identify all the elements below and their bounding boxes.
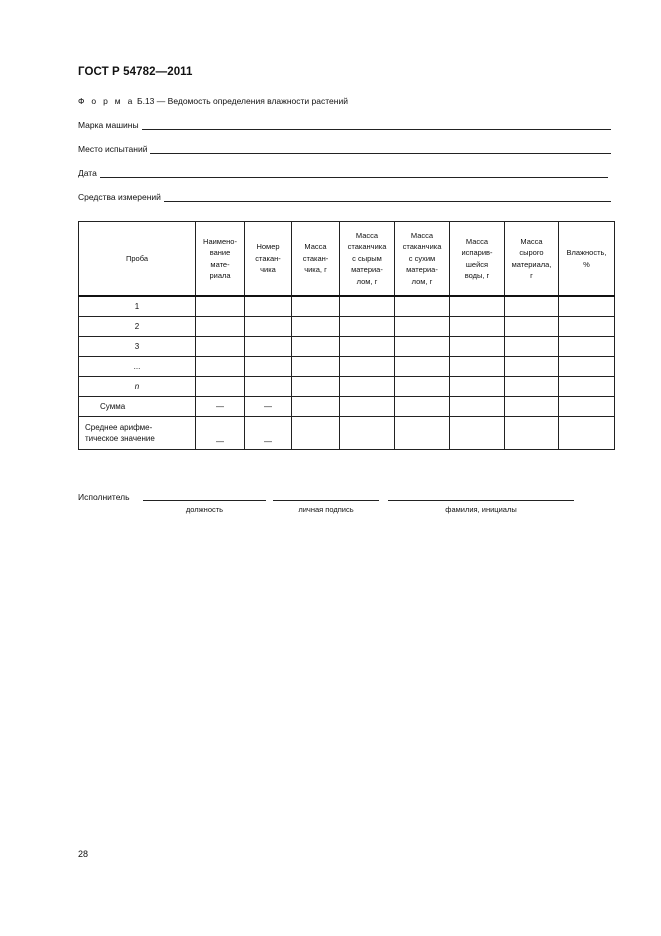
table-row (79, 357, 615, 377)
data-cell[interactable] (292, 337, 340, 357)
data-cell[interactable] (292, 417, 340, 450)
form-number: Б.13 (137, 96, 155, 106)
table-row (79, 296, 615, 317)
name-initials-line[interactable] (388, 500, 574, 501)
field-machine-brand (78, 120, 611, 130)
data-cell[interactable] (505, 417, 559, 450)
field-machine-brand-label: Марка машины (78, 120, 139, 130)
dash-cell: — (196, 397, 245, 417)
data-cell[interactable] (395, 417, 450, 450)
data-cell[interactable] (559, 317, 615, 337)
document-standard-header: ГОСТ Р 54782—2011 (78, 66, 193, 78)
col-header-mass-dry: Масса стаканчика с сухим материа- лом, г (395, 222, 450, 297)
data-cell[interactable] (450, 357, 505, 377)
col-header-material-name: Наимено- вание мате- риала (196, 222, 245, 297)
table-row-mean (79, 417, 615, 450)
field-measuring-instruments (78, 192, 611, 202)
table-header-row (79, 222, 615, 297)
data-cell[interactable] (450, 337, 505, 357)
data-cell[interactable] (559, 397, 615, 417)
sample-cell: 3 (79, 337, 196, 357)
col-header-raw-material-mass: Масса сырого материала, г (505, 222, 559, 297)
col-header-moisture: Влажность, % (559, 222, 615, 297)
data-cell[interactable] (245, 337, 292, 357)
data-cell[interactable] (245, 296, 292, 317)
col-header-cup-mass: Масса стакан- чика, г (292, 222, 340, 297)
executor-label: Исполнитель (78, 492, 130, 502)
page-number: 28 (78, 849, 89, 859)
data-cell[interactable] (450, 377, 505, 397)
data-cell[interactable] (196, 317, 245, 337)
data-cell[interactable] (450, 417, 505, 450)
data-cell[interactable] (559, 296, 615, 317)
data-cell[interactable] (395, 296, 450, 317)
table-row (79, 337, 615, 357)
data-cell[interactable] (559, 337, 615, 357)
field-date-label: Дата (78, 168, 97, 178)
data-cell[interactable] (450, 317, 505, 337)
data-cell[interactable] (395, 317, 450, 337)
field-test-location-label: Место испытаний (78, 144, 148, 154)
position-caption: должность (185, 505, 224, 514)
data-cell[interactable] (292, 397, 340, 417)
field-test-location (78, 144, 611, 154)
table-row (79, 317, 615, 337)
data-cell[interactable] (340, 417, 395, 450)
moisture-table (78, 221, 615, 450)
data-cell[interactable] (196, 357, 245, 377)
col-header-cup-number: Номер стакан- чика (245, 222, 292, 297)
field-date (78, 168, 608, 178)
data-cell[interactable] (395, 397, 450, 417)
data-cell[interactable] (559, 417, 615, 450)
data-cell[interactable] (292, 357, 340, 377)
data-cell[interactable] (559, 357, 615, 377)
field-measuring-instruments-line[interactable] (164, 192, 611, 202)
data-cell[interactable] (395, 357, 450, 377)
data-cell[interactable] (395, 337, 450, 357)
form-label: Ф о р м а (78, 96, 135, 106)
data-cell[interactable] (196, 377, 245, 397)
data-cell[interactable] (450, 397, 505, 417)
data-cell[interactable] (340, 397, 395, 417)
sample-cell: ... (79, 357, 196, 377)
field-date-line[interactable] (100, 168, 608, 178)
sample-cell: 2 (79, 317, 196, 337)
form-title-text: — Ведомость определения влажности растений (156, 96, 348, 106)
data-cell[interactable] (505, 377, 559, 397)
field-machine-brand-line[interactable] (142, 120, 611, 130)
data-cell[interactable] (340, 296, 395, 317)
data-cell[interactable] (245, 317, 292, 337)
table-row (79, 377, 615, 397)
data-cell[interactable] (505, 397, 559, 417)
data-cell[interactable] (340, 377, 395, 397)
col-header-evaporated-water: Масса испарив- шейся воды, г (450, 222, 505, 297)
data-cell[interactable] (340, 357, 395, 377)
dash-cell: — (196, 417, 245, 450)
data-cell[interactable] (245, 377, 292, 397)
signature-caption: личная подпись (298, 505, 354, 514)
data-cell[interactable] (505, 296, 559, 317)
data-cell[interactable] (505, 357, 559, 377)
data-cell[interactable] (196, 337, 245, 357)
data-cell[interactable] (340, 337, 395, 357)
field-test-location-line[interactable] (150, 144, 611, 154)
data-cell[interactable] (292, 296, 340, 317)
data-cell[interactable] (505, 337, 559, 357)
mean-label-cell: Среднее арифме- тическое значение (79, 417, 196, 450)
name-initials-caption: фамилия, инициалы (445, 505, 517, 514)
data-cell[interactable] (450, 296, 505, 317)
dash-cell: — (245, 397, 292, 417)
data-cell[interactable] (292, 317, 340, 337)
table-row-sum (79, 397, 615, 417)
col-header-sample: Проба (79, 222, 196, 297)
data-cell[interactable] (395, 377, 450, 397)
dash-cell: — (245, 417, 292, 450)
col-header-mass-wet: Масса стаканчика с сырым материа- лом, г (340, 222, 395, 297)
data-cell[interactable] (340, 317, 395, 337)
data-cell[interactable] (505, 317, 559, 337)
data-cell[interactable] (292, 377, 340, 397)
sample-cell: 1 (79, 296, 196, 317)
data-cell[interactable] (196, 296, 245, 317)
signature-line[interactable] (273, 500, 379, 501)
data-cell[interactable] (245, 357, 292, 377)
field-measuring-instruments-label: Средства измерений (78, 192, 161, 202)
data-cell[interactable] (559, 377, 615, 397)
position-line[interactable] (143, 500, 266, 501)
sum-label-cell: Сумма (79, 397, 196, 417)
form-title (78, 96, 348, 106)
sample-cell: n (79, 377, 196, 397)
